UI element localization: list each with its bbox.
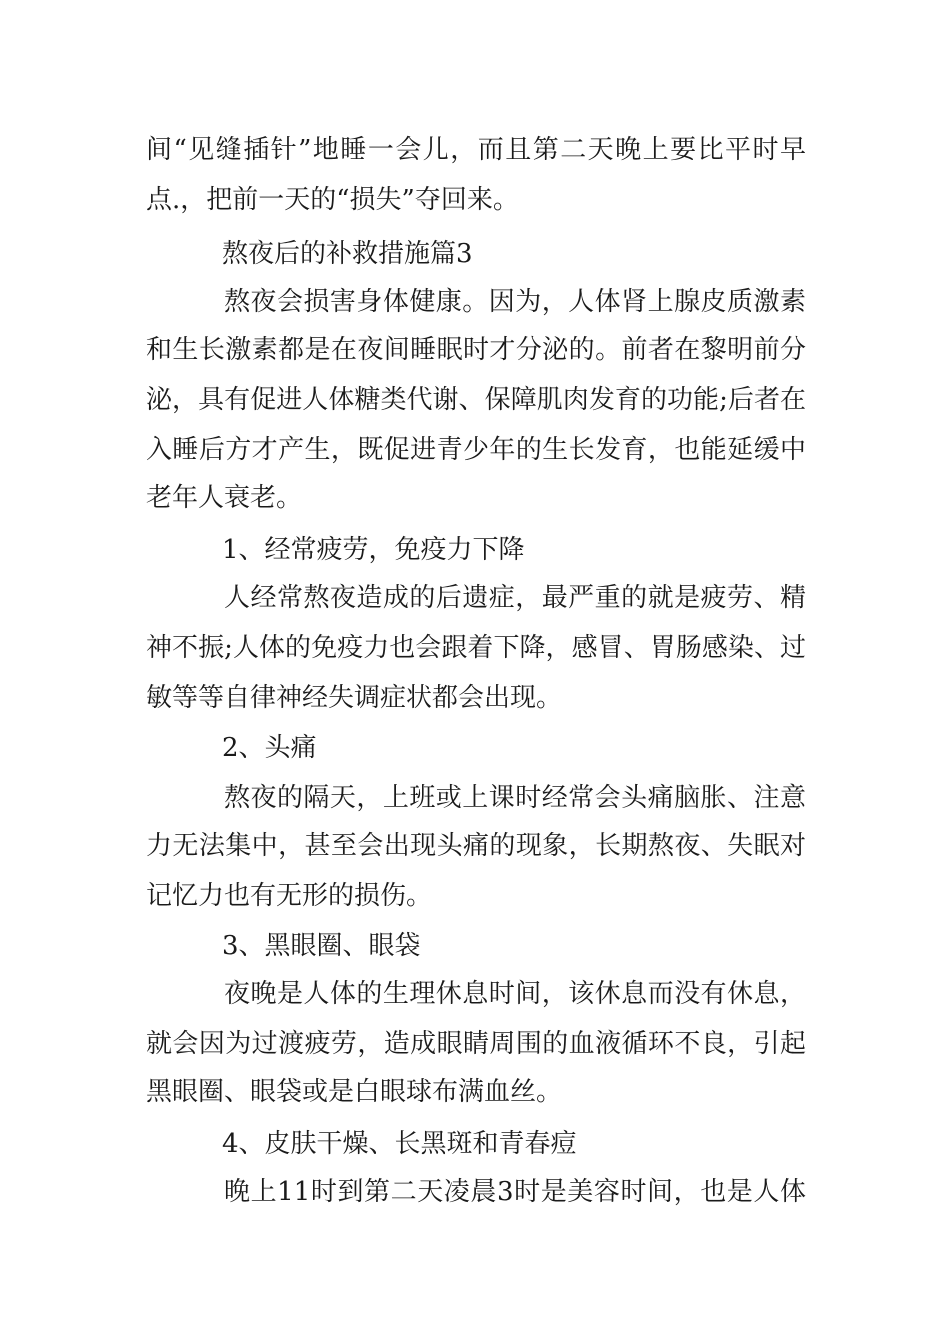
paragraph-line: 就会因为过渡疲劳，造成眼睛周围的血液循环不良，引起 bbox=[146, 1029, 806, 1059]
paragraph-line: 熬夜的隔天，上班或上课时经常会头痛脑胀、注意 bbox=[224, 783, 806, 813]
paragraph-line: 记忆力也有无形的损伤。 bbox=[146, 881, 433, 911]
subheading-1: 1、经常疲劳，免疫力下降 bbox=[222, 535, 525, 565]
paragraph-line: 夜晚是人体的生理休息时间，该休息而没有休息， bbox=[224, 979, 806, 1009]
paragraph-line: 入睡后方才产生，既促进青少年的生长发育，也能延缓中 bbox=[146, 435, 806, 465]
section-title: 熬夜后的补救措施篇3 bbox=[222, 239, 473, 269]
paragraph-line: 晚上11时到第二天凌晨3时是美容时间，也是人体 bbox=[224, 1177, 806, 1207]
paragraph-line: 力无法集中，甚至会出现头痛的现象，长期熬夜、失眠对 bbox=[146, 831, 806, 861]
subheading-2: 2、头痛 bbox=[222, 733, 317, 763]
subheading-3: 3、黑眼圈、眼袋 bbox=[222, 931, 421, 961]
paragraph-line: 点.，把前一天的“损失”夺回来。 bbox=[146, 185, 519, 215]
paragraph-line: 敏等等自律神经失调症状都会出现。 bbox=[146, 683, 563, 713]
paragraph-line: 人经常熬夜造成的后遗症，最严重的就是疲劳、精 bbox=[224, 583, 806, 613]
paragraph-line: 间“见缝插针”地睡一会儿，而且第二天晚上要比平时早 bbox=[146, 135, 806, 165]
paragraph-line: 泌，具有促进人体糖类代谢、保障肌肉发育的功能;后者在 bbox=[146, 385, 806, 415]
subheading-4: 4、皮肤干燥、长黑斑和青春痘 bbox=[222, 1129, 577, 1159]
paragraph-line: 神不振;人体的免疫力也会跟着下降，感冒、胃肠感染、过 bbox=[146, 633, 806, 663]
paragraph-line: 黑眼圈、眼袋或是白眼球布满血丝。 bbox=[146, 1077, 563, 1107]
paragraph-line: 和生长激素都是在夜间睡眠时才分泌的。前者在黎明前分 bbox=[146, 335, 806, 365]
paragraph-line: 熬夜会损害身体健康。因为，人体肾上腺皮质激素 bbox=[224, 287, 806, 317]
paragraph-line: 老年人衰老。 bbox=[146, 483, 303, 513]
